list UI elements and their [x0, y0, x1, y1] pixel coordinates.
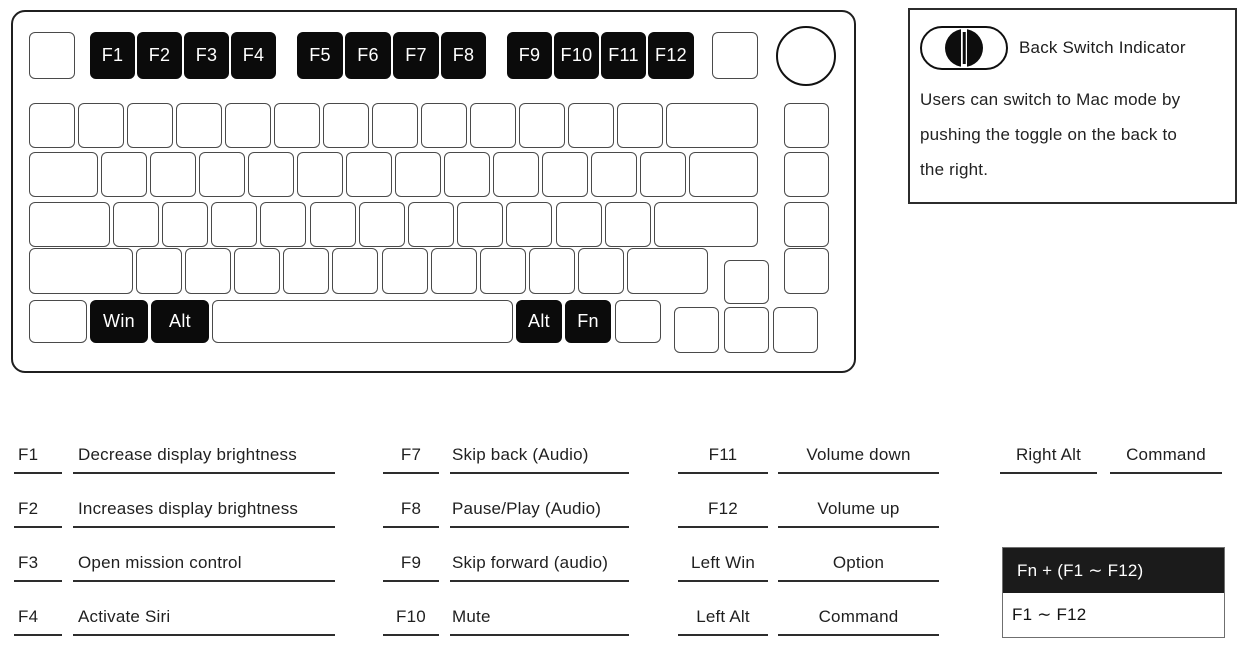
key-f4: F4: [231, 32, 276, 79]
key-f6: F6: [345, 32, 391, 79]
fn-key-label: F4: [14, 599, 62, 636]
key-alt: Alt: [516, 300, 562, 343]
fn-key-label: Left Alt: [678, 599, 768, 636]
fn-mapping-column-2: [383, 437, 629, 653]
fn-action-label: Activate Siri: [73, 599, 335, 636]
fn-mapping-row: [678, 545, 939, 599]
back-switch-panel: [908, 8, 1237, 204]
fn-key-label: F3: [14, 545, 62, 582]
fn-key-label: F8: [383, 491, 439, 528]
fn-mapping-column-4: [1000, 437, 1222, 491]
fn-mapping-row: [14, 545, 335, 599]
key-f8: F8: [441, 32, 486, 79]
back-switch-line: Users can switch to Mac mode by: [920, 90, 1181, 109]
fn-mapping-row: [383, 491, 629, 545]
fn-key-label: F10: [383, 599, 439, 636]
fn-key-label: F12: [678, 491, 768, 528]
fn-mapping-column-1: [14, 437, 335, 653]
fn-action-label: Increases display brightness: [73, 491, 335, 528]
fn-action-label: Decrease display brightness: [73, 437, 335, 474]
fn-mapping-row: [383, 545, 629, 599]
fn-key-label: Right Alt: [1000, 437, 1097, 474]
key-f7: F7: [393, 32, 439, 79]
fn-key-label: F9: [383, 545, 439, 582]
fn-action-label: Command: [1110, 437, 1222, 474]
fn-action-label: Volume down: [778, 437, 939, 474]
fn-combo-row: Fn + (F1 ∼ F12): [1003, 548, 1224, 593]
back-switch-description: [920, 82, 1225, 187]
key-f5: F5: [297, 32, 343, 79]
fn-mapping-row: [1000, 437, 1222, 491]
back-switch-title: Back Switch Indicator: [1019, 38, 1186, 57]
fn-action-label: Option: [778, 545, 939, 582]
keyboard-outline: [11, 10, 856, 373]
fn-key-label: F7: [383, 437, 439, 474]
key-f3: F3: [184, 32, 229, 79]
fn-action-label: Mute: [450, 599, 629, 636]
key-win: Win: [90, 300, 148, 343]
fn-key-label: F2: [14, 491, 62, 528]
fn-action-label: Volume up: [778, 491, 939, 528]
fn-action-label: Open mission control: [73, 545, 335, 582]
fn-mapping-row: [678, 599, 939, 653]
fn-action-label: Pause/Play (Audio): [450, 491, 629, 528]
fn-key-label: F11: [678, 437, 768, 474]
fn-key-label: F1: [14, 437, 62, 474]
fn-key-label: Left Win: [678, 545, 768, 582]
fn-mapping-row: [14, 599, 335, 653]
fn-mapping-row: [678, 437, 939, 491]
f-keys-row: F1 ∼ F12: [1012, 604, 1087, 624]
toggle-knob-icon: [945, 29, 983, 67]
fn-mapping-row: [678, 491, 939, 545]
toggle-switch-icon: [920, 26, 1008, 70]
fn-mapping-row: [14, 491, 335, 545]
back-switch-header: [920, 26, 1225, 70]
fn-mapping-row: [383, 599, 629, 653]
key-f2: F2: [137, 32, 182, 79]
key-f9: F9: [507, 32, 552, 79]
key-fn: Fn: [565, 300, 611, 343]
fn-mapping-row: [383, 437, 629, 491]
fn-mapping-column-3: [678, 437, 939, 653]
fn-action-label: Skip back (Audio): [450, 437, 629, 474]
fn-action-label: Command: [778, 599, 939, 636]
key-f1: F1: [90, 32, 135, 79]
back-switch-line: pushing the toggle on the back to: [920, 125, 1178, 144]
fn-legend-box: [1002, 547, 1225, 638]
key-f12: F12: [648, 32, 694, 79]
back-switch-line: the right.: [920, 160, 989, 179]
key-alt: Alt: [151, 300, 209, 343]
key-f11: F11: [601, 32, 646, 79]
fn-action-label: Skip forward (audio): [450, 545, 629, 582]
key-f10: F10: [554, 32, 599, 79]
fn-mapping-row: [14, 437, 335, 491]
